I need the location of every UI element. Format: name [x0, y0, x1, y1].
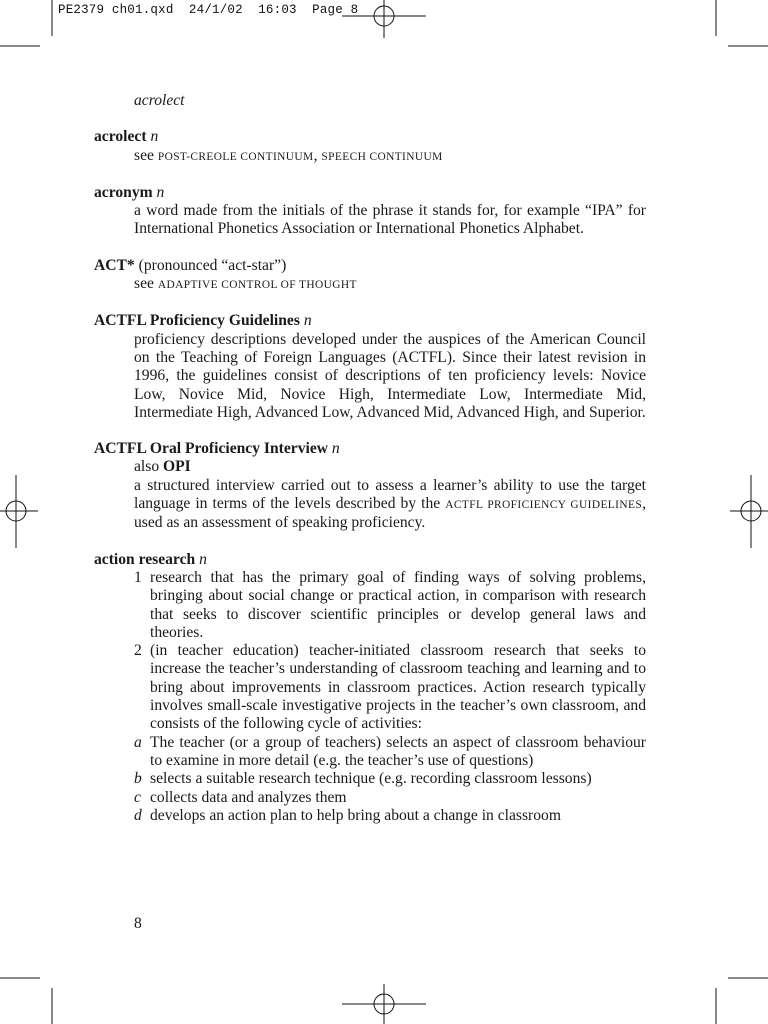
part-of-speech: n [331, 440, 340, 458]
headword: ACTFL Oral Proficiency Interview n [94, 440, 340, 458]
part-of-speech: n [303, 312, 312, 330]
entry-actfl-guidelines [94, 312, 646, 422]
step-letter: d [134, 806, 142, 824]
headword: acrolect n [94, 128, 159, 146]
also-term: OPI [163, 458, 191, 476]
definition: see ADAPTIVE CONTROL OF THOUGHT [134, 275, 357, 293]
part-of-speech: n [156, 183, 165, 201]
headword: ACT* (pronounced “act-star”) [94, 256, 287, 274]
sense: 1 research that has the primary goal of finding ways of solving problems, bringing about social change or practical action, in comparison with research that seeks to discover scientific principles or develop general laws and theories. [134, 568, 646, 641]
sense-number: 1 [134, 568, 142, 586]
part-of-speech: n [150, 128, 159, 146]
entry-act [94, 257, 646, 295]
entry-acronym [94, 184, 646, 239]
cycle-step: c collects data and analyzes them [134, 788, 347, 806]
definition: a word made from the initials of the phrase it stands for, for example “IPA” for International Phonetics Association or International Phonetics Alphabet. [134, 202, 646, 238]
headword: acronym n [94, 183, 165, 201]
part-of-speech: n [199, 550, 207, 568]
step-letter: b [134, 770, 142, 788]
cross-reference: SPEECH CONTINUUM [321, 150, 443, 163]
entry-actfl-opi [94, 440, 646, 532]
cross-reference: POST-CREOLE CONTINUUM [157, 150, 314, 163]
also-line: also OPI [134, 458, 191, 476]
headword: action research n [94, 550, 207, 568]
cycle-step: a The teacher (or a group of teachers) selects an aspect of classroom behaviour to examine in more detail (e.g. the teacher’s use of questions) [134, 733, 646, 769]
running-head: acrolect [134, 92, 185, 109]
dictionary-page [94, 92, 646, 843]
step-letter: a [134, 733, 142, 751]
cross-reference: ADAPTIVE CONTROL OF THOUGHT [157, 279, 357, 292]
headword: ACTFL Proficiency Guidelines n [94, 312, 312, 330]
cycle-step: b selects a suitable research technique (e.g. recording classroom lessons) [134, 770, 592, 788]
definition: a structured interview carried out to assess a learner’s ability to use the target language in terms of the levels described by the ACTFL PROFICIENCY GUIDELINES, used as an assessment of speaking proficiency. [134, 476, 646, 532]
definition: proficiency descriptions developed under the auspices of the American Council on the Teaching of Foreign Languages (ACTFL). Since their latest revision in 1996, the guidelines consist of descriptions of ten proficiency levels: Novice Low, Novice Mid, Novice High, Intermediate Low, Intermediate Mid, Intermediate High, Advanced Low, Advanced Mid, Advanced High, and Superior. [134, 330, 646, 421]
sense: 2 (in teacher education) teacher-initiated classroom research that seeks to increase the teacher’s understanding of classroom teaching and learning and to bring about improvements in classroom practices. Action research typically involves small-scale investigative projects in the teacher’s own classroom, and consists of the following cycle of activities: [134, 642, 646, 733]
cycle-step: d develops an action plan to help bring about a change in classroom [134, 806, 561, 824]
step-letter: c [134, 788, 141, 806]
page-number: 8 [134, 915, 142, 932]
definition: see POST-CREOLE CONTINUUM, SPEECH CONTINUUM [134, 146, 443, 164]
entry-acrolect [94, 128, 646, 166]
sense-number: 2 [134, 642, 142, 660]
entry-action-research [94, 551, 646, 825]
print-slug: PE2379 ch01.qxd 24/1/02 16:03 Page 8 [58, 3, 359, 17]
cross-reference: ACTFL PROFICIENCY GUIDELINES [445, 499, 643, 512]
